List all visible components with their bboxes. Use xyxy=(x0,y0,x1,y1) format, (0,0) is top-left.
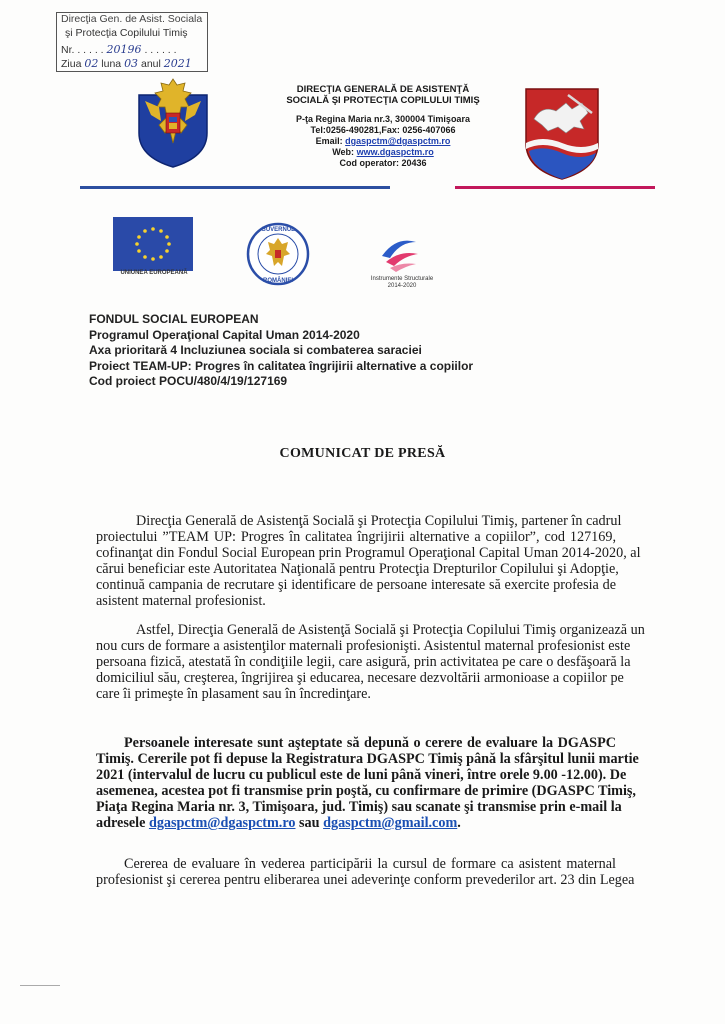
structural-instruments-logo-icon xyxy=(376,232,422,274)
paragraph-line: Timiş. Cererile pot fi depuse la Registratura DGASPC Timiş până la sfârşitul lunii martie xyxy=(96,751,639,767)
timis-county-coat-of-arms-icon xyxy=(522,83,602,181)
paragraph-line: asemenea, acestea pot fi transmise prin poştă, cu confirmare de primire (DGASPC Timiş, xyxy=(96,783,636,799)
institution-phone: Tel:0256-490281,Fax: 0256-407066 xyxy=(310,125,456,135)
email-link-1[interactable]: dgaspctm@dgaspctm.ro xyxy=(148,815,296,831)
romania-coat-of-arms-icon xyxy=(133,73,213,169)
paragraph-1 xyxy=(96,513,641,609)
stamp-ziua-value: 02 xyxy=(84,57,99,70)
stamp-anul-value: 2021 xyxy=(163,57,192,70)
paragraph-line: adresele dgaspctm@dgaspctm.ro sau dgaspctm@gmail.com. xyxy=(96,815,461,831)
paragraph-line: care îi primeşte în plasament sau în încredinţare. xyxy=(96,686,371,702)
project-program: Programul Operaţional Capital Uman 2014-2020 xyxy=(89,327,360,342)
paragraph-line: 2021 (intervalul de lucru cu publicul este de luni până vineri, între orele 9.00 -12.00). De xyxy=(96,767,627,783)
paragraph-line: domiciliul său, creşterea, îngrijirea şi educarea, necesare dezvoltării armonioase a copiilor pe xyxy=(96,670,624,686)
paragraph-line: cofinanţat din Fondul Social European prin Programul Operaţional Capital Uman 2014-2020, al xyxy=(96,545,641,561)
paragraph-line: Persoanele interesate sunt aşteptate să depună o cerere de evaluare la DGASPC xyxy=(124,735,616,751)
institution-web-link[interactable]: www.dgaspctm.ro xyxy=(356,147,434,157)
stamp-anul-label: anul xyxy=(140,58,161,70)
stamp-luna-value: 03 xyxy=(124,57,139,70)
stamp-date-row xyxy=(61,57,192,70)
stamp-ziua-label: Ziua xyxy=(61,58,82,70)
project-info xyxy=(89,312,473,390)
stamp-luna-label: luna xyxy=(101,58,122,70)
paragraph-line: Astfel, Direcţia Generală de Asistenţă Socială şi Protecţia Copilului Timiş organizează un xyxy=(136,622,645,638)
email-link-2[interactable]: dgaspctm@gmail.com xyxy=(323,815,458,831)
paragraph-line: profesionist şi cererea pentru eliberarea unei adeverinţe conform prevederilor art. 23 din Legea xyxy=(96,872,635,888)
gov-logo-bottom-text: ROMÂNIEI xyxy=(263,278,293,284)
operator-code: Cod operator: 20436 xyxy=(339,158,427,168)
paragraph-2 xyxy=(96,622,645,702)
paragraph-line: Cererea de evaluare în vederea participării la cursul de formare ca asistent maternal xyxy=(124,856,616,872)
paragraph-line: nou curs de formare a asistenţilor maternali profesionişti. Asistentul maternal profesionist este xyxy=(96,638,631,654)
project-fund: FONDUL SOCIAL EUROPEAN xyxy=(89,312,259,326)
institution-header xyxy=(268,84,498,169)
paragraph-line: asistent maternal profesionist. xyxy=(96,593,266,609)
stamp-nr-value: 20196 xyxy=(106,43,142,56)
institution-email-link[interactable]: dgaspctm@dgaspctm.ro xyxy=(345,136,451,146)
paragraph-line: Piaţa Regina Maria nr. 3, Timişoara, jud. Timiş) sau scanate şi transmise prin e-mail la xyxy=(96,799,622,815)
footer-divider xyxy=(20,985,60,986)
gov-logo-top-text: GUVERNUL xyxy=(261,227,295,233)
institution-email-row: Email: dgaspctm@dgaspctm.ro xyxy=(315,136,451,146)
paragraph-4 xyxy=(96,856,635,888)
paragraph-line: proiectului ”TEAM UP: Progres în calitatea îngrijirii alternative a copiilor”, cod 127169, xyxy=(96,529,616,545)
institution-address: P-ţa Regina Maria nr.3, 300004 Timişoara xyxy=(296,114,470,124)
project-code: Cod proiect POCU/480/4/19/127169 xyxy=(89,374,288,388)
project-axis: Axa prioritară 4 Incluziunea sociala si combaterea saraciei xyxy=(89,343,422,357)
paragraph-line: cărui beneficiar este Autoritatea Naţională pentru Protecţia Drepturilor Copilului şi Adopţie, xyxy=(96,561,619,577)
paragraph-line: continuă campania de recrutare şi identificare de persoane interesate să exercite profesia de xyxy=(96,577,616,593)
project-name: Proiect TEAM-UP: Progres în calitatea îngrijirii alternative a copiilor xyxy=(89,358,474,373)
romanian-government-logo-icon xyxy=(246,222,310,286)
stamp-nr-label: Nr. xyxy=(61,44,75,56)
paragraph-line: Direcţia Generală de Asistenţă Socială şi Protecţia Copilului Timiş, partener în cadrul xyxy=(136,513,622,529)
press-release-title: COMUNICAT DE PRESĂ xyxy=(279,446,446,461)
registration-stamp xyxy=(56,12,208,72)
paragraph-line: persoana fizică, atestată în condiţiile legii, care asigură, prin activitatea pe care o desfăşoară la xyxy=(96,654,631,670)
institution-name-line-2: SOCIALĂ ŞI PROTECŢIA COPILULUI TIMIŞ xyxy=(286,95,480,106)
structural-instruments-caption: Instrumente Structurale 2014-2020 xyxy=(370,276,434,289)
stamp-line-1: Direcţia Gen. de Asist. Sociala xyxy=(61,13,203,25)
paragraph-3 xyxy=(96,735,639,831)
stamp-number-row: Nr. . . . . . 20196 . . . . . . xyxy=(61,43,177,56)
header-rule-red xyxy=(455,186,655,189)
eu-caption: UNIUNEA EUROPEANĂ xyxy=(120,270,188,276)
institution-web-row: Web: www.dgaspctm.ro xyxy=(332,147,434,157)
eu-flag-icon xyxy=(113,217,193,271)
header-rule-blue xyxy=(80,186,390,189)
institution-name-line-1: DIRECŢIA GENERALĂ DE ASISTENŢĂ xyxy=(296,84,470,95)
stamp-line-2: şi Protecţia Copilului Timiş xyxy=(65,27,188,39)
